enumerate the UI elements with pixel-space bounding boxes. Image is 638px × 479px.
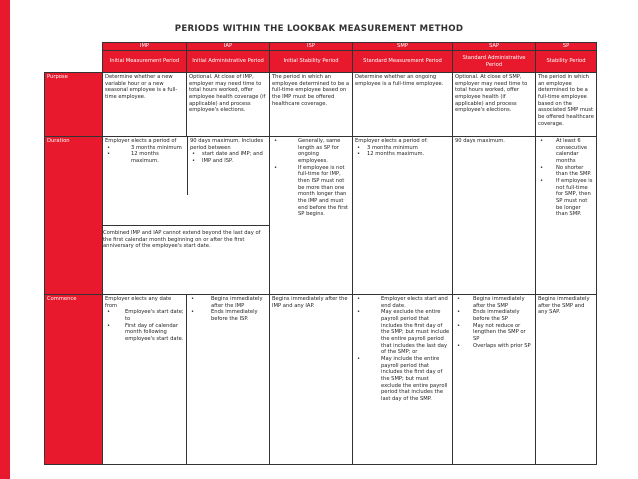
duration-smp-list [355, 145, 450, 158]
col-name-iap: Initial Administrative Period [187, 51, 270, 73]
duration-smp [353, 137, 453, 295]
row-label-duration: Duration [45, 137, 103, 295]
list-item: • Overlaps with prior SP [467, 343, 533, 350]
duration-smp-intro: Employer elects a period of: [355, 138, 428, 144]
duration-isp-list [272, 138, 350, 218]
list-item: • Generally, same length as SP for ongoing employees. [284, 138, 350, 165]
duration-sap: 90 days maximum. [453, 137, 536, 295]
commence-sap [453, 295, 536, 465]
commence-sp: Begins immediately after the SMP and any SAP. [536, 295, 597, 465]
list-item: • May include the entire payroll period that includes the first day of the SMP; but must exclude the entire payroll period that includes the last day of the SMP. [367, 356, 450, 403]
header-name-row [45, 51, 597, 73]
col-abbr-sp: SP [536, 43, 597, 51]
list-item: • If employee is not full-time for IMP, then ISP must not be more than one month longer than the IMP and must end before the first SP begins. [284, 165, 350, 218]
purpose-sap: Optional. At close of SMP, employer may need time to total hours worked, offer employee health (if applicable) and process employee's elections. [453, 73, 536, 137]
duration-imp-intro: Employer elects a period of [105, 138, 177, 144]
list-item: • Ends immediately before the ISP. [201, 309, 267, 322]
commence-iap [187, 295, 270, 465]
row-label-purpose: Purpose [45, 73, 103, 137]
col-name-sp: Stability Period [536, 51, 597, 73]
col-abbr-sap: SAP [453, 43, 536, 51]
duration-sp [536, 137, 597, 295]
list-item: • Employer elects start and end date. [367, 296, 450, 309]
list-item: • 12 months maximum. [367, 151, 450, 158]
list-item: • Begins immediately after the IMP [201, 296, 267, 309]
list-item: • May exclude the entire payroll period that includes the first day of the SMP; but must include the entire payroll period that includes the last day of the SMP; or [367, 309, 450, 356]
list-item: • If employee is not full-time for SMP, then SP must not be longer than SMP. [550, 178, 594, 218]
col-abbr-isp: ISP [270, 43, 353, 51]
commence-smp-list [355, 296, 450, 403]
commence-row [45, 295, 597, 465]
list-item: • No shorter than the SMP. [550, 165, 594, 178]
commence-imp-intro: Employer elects any date from [105, 296, 172, 309]
list-item: • First day of calendar month following employee's start date. [117, 323, 184, 343]
duration-iap-list [190, 151, 267, 164]
purpose-sp: The period in which an employee determined to be a full-time employee based on the associated SMP must be offered healthcare coverage. [536, 73, 597, 137]
header-abbr-row [45, 43, 597, 51]
purpose-iap: Optional. At close of IMP, employer may need time to total hours worked, offer employee health coverage (if applicable) and process employee's elections. [187, 73, 270, 137]
list-item: • Begins immediately after the SMP [467, 296, 533, 309]
duration-imp [103, 137, 188, 195]
purpose-row [45, 73, 597, 137]
list-item: • 12 months maximum. [117, 151, 185, 164]
lookback-periods-table [44, 42, 597, 465]
duration-isp [270, 137, 353, 295]
list-item: • Ends immediately before the SP [467, 309, 533, 322]
list-item: • At least 6 consecutive calendar months [550, 138, 594, 165]
page-number: Page 9 [44, 456, 68, 464]
list-item: • 3 months minimum [367, 145, 450, 152]
duration-imp-iap [103, 137, 270, 295]
corner-cell [45, 51, 103, 73]
col-abbr-smp: SMP [353, 43, 453, 51]
row-label-commence: Commence [45, 295, 103, 465]
duration-sp-list [538, 138, 594, 218]
list-item: • start date and IMP; and [202, 151, 267, 158]
purpose-imp: Determine whether a new variable hour or a new seasonal employee is a full-time employee. [103, 73, 187, 137]
list-item: • Employee's start date; to [117, 309, 184, 322]
purpose-smp: Determine whether an ongoing employee is a full-time employee. [353, 73, 453, 137]
commence-imp [103, 295, 187, 465]
duration-iap [188, 137, 269, 195]
col-abbr-iap: IAP [187, 43, 270, 51]
commence-isp: Begins immediately after the IMP and any IAP. [270, 295, 353, 465]
col-abbr-imp: IMP [103, 43, 187, 51]
duration-imp-list [105, 145, 185, 165]
commence-iap-list [189, 296, 267, 323]
duration-iap-intro: 90 days maximum. Includes period between [190, 138, 264, 151]
list-item: • 3 months minimum [117, 145, 185, 152]
corner-cell [45, 43, 103, 51]
page-title: PERIODS WITHIN THE LOOKBAK MEASUREMENT METHOD [174, 24, 464, 34]
col-name-imp: Initial Measurement Period [103, 51, 187, 73]
col-name-smp: Standard Measurement Period [353, 51, 453, 73]
col-name-isp: Initial Stability Period [270, 51, 353, 73]
list-item: • IMP and ISP. [202, 158, 267, 165]
commence-sap-list [455, 296, 533, 349]
col-name-sap: Standard Administrative Period [453, 51, 536, 73]
accent-bar [0, 0, 10, 479]
duration-row [45, 137, 597, 295]
duration-combined-note: Combined IMP and IAP cannot extend beyond the last day of the first calendar month beginning on or after the first anniversary of the employee's start date. [103, 225, 270, 294]
commence-smp [353, 295, 453, 465]
list-item: • May not reduce or lengthen the SMP or SP [467, 323, 533, 343]
commence-imp-list [105, 309, 184, 342]
purpose-isp: The period in which an employee determined to be a full-time employee based on the IMP must be offered healthcare coverage. [270, 73, 353, 137]
